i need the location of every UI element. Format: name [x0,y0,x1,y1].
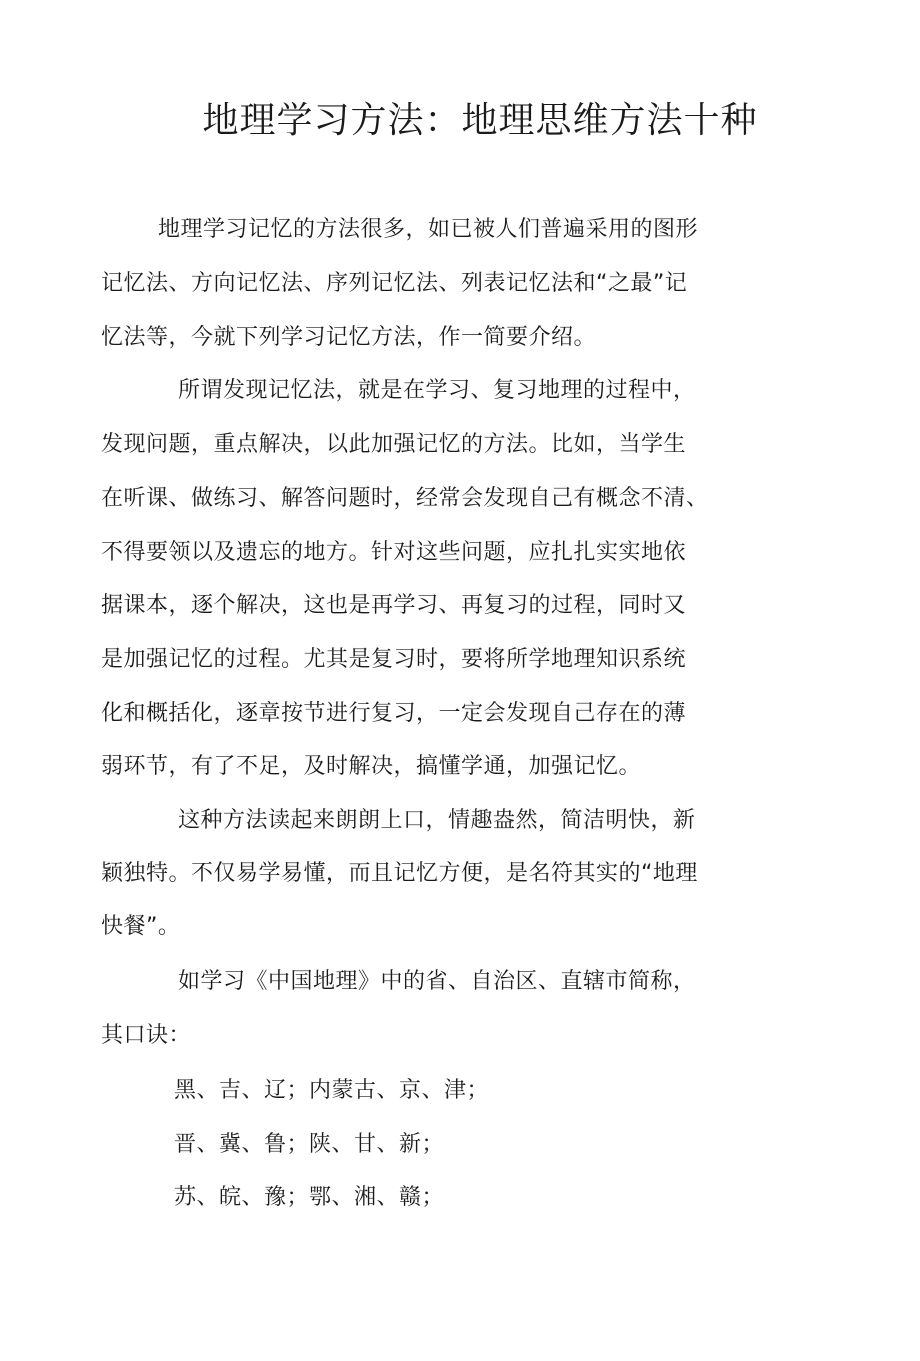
paragraph-line: 忆法等，今就下列学习记忆方法，作一简要介绍。 [101,325,597,350]
paragraph-line: 地理学习记忆的方法很多，如已被人们普遍采用的图形 [158,217,699,242]
mnemonic-line: 苏、皖、豫；鄂、湘、赣； [174,1185,445,1210]
paragraph-line: 如学习《中国地理》中的省、自治区、直辖市简称， [178,969,696,994]
page-title: 地理学习方法：地理思维方法十种 [202,100,758,141]
paragraph-line: 颖独特。不仅易学易懂，而且记忆方便，是名符其实的“地理 [101,861,698,886]
paragraph-line: 据课本，逐个解决，这也是再学习、再复习的过程，同时又 [101,593,687,618]
paragraph-line: 这种方法读起来朗朗上口，情趣盎然，简洁明快，新 [178,808,696,833]
paragraph-line: 所谓发现记忆法，就是在学习、复习地理的过程中， [178,378,696,403]
paragraph-line: 发现问题，重点解决，以此加强记忆的方法。比如，当学生 [101,432,687,457]
paragraph-line: 记忆法、方向记忆法、序列记忆法、列表记忆法和“之最”记 [101,271,688,296]
paragraph-line: 弱环节，有了不足，及时解决，搞懂学通，加强记忆。 [101,754,642,779]
paragraph-line: 其口诀： [101,1023,192,1048]
mnemonic-line: 晋、冀、鲁；陕、甘、新； [174,1132,445,1157]
paragraph-line: 化和概括化，逐章按节进行复习，一定会发现自己存在的薄 [101,701,687,726]
paragraph-line: 是加强记忆的过程。尤其是复习时，要将所学地理知识系统 [101,647,687,672]
mnemonic-line: 黑、吉、辽；内蒙古、京、津； [174,1078,490,1103]
paragraph-line: 快餐”。 [101,914,181,939]
paragraph-line: 不得要领以及遗忘的地方。针对这些问题，应扎扎实实地依 [101,540,687,565]
paragraph-line: 在听课、做练习、解答问题时，经常会发现自己有概念不清、 [101,486,709,511]
